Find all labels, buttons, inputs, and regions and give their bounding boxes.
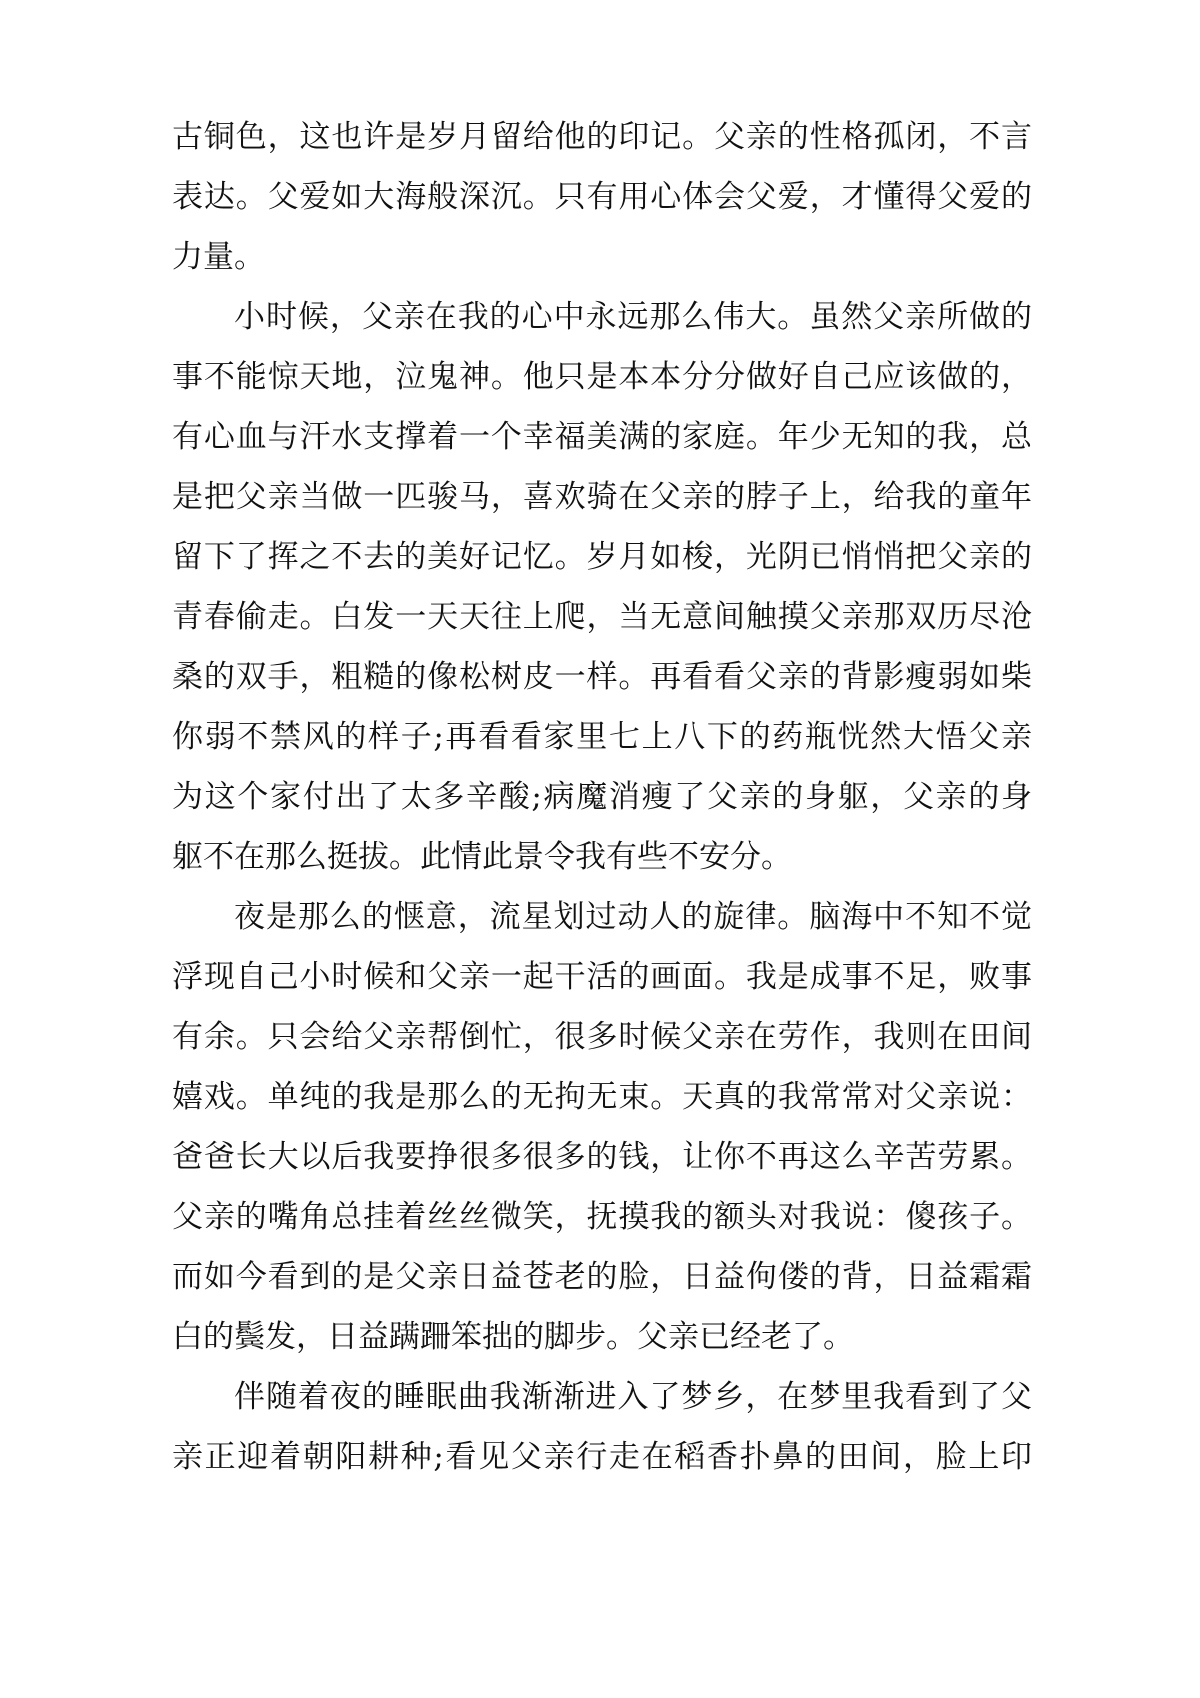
text-line: 亲正迎着朝阳耕种;看见父亲行走在稻香扑鼻的田间，脸上印 [172, 1439, 1032, 1475]
text-line: 力量。 [172, 239, 265, 275]
text-line: 嬉戏。单纯的我是那么的无拘无束。天真的我常常对父亲说： [172, 1079, 1032, 1115]
text-line: 事不能惊天地，泣鬼神。他只是本本分分做好自己应该做的， [172, 359, 1032, 395]
text-line: 青春偷走。白发一天天往上爬，当无意间触摸父亲那双历尽沧 [172, 599, 1032, 635]
text-line: 有心血与汗水支撑着一个幸福美满的家庭。年少无知的我，总 [172, 419, 1032, 455]
text-line: 白的鬓发，日益蹒跚笨拙的脚步。父亲已经老了。 [172, 1319, 854, 1355]
text-line: 躯不在那么挺拔。此情此景令我有些不安分。 [172, 839, 792, 875]
text-line: 而如今看到的是父亲日益苍老的脸，日益佝偻的背，日益霜霜 [172, 1259, 1032, 1295]
text-line: 留下了挥之不去的美好记忆。岁月如梭，光阴已悄悄把父亲的 [172, 539, 1032, 575]
text-line: 爸爸长大以后我要挣很多很多的钱，让你不再这么辛苦劳累。 [172, 1139, 1032, 1175]
paragraph-start-line: 小时候，父亲在我的心中永远那么伟大。虽然父亲所做的 [234, 299, 1032, 335]
text-line: 古铜色，这也许是岁月留给他的印记。父亲的性格孤闭，不言 [172, 119, 1032, 155]
text-line: 浮现自己小时候和父亲一起干活的画面。我是成事不足，败事 [172, 959, 1032, 995]
paragraph-start-line: 夜是那么的惬意，流星划过动人的旋律。脑海中不知不觉 [234, 899, 1032, 935]
text-line: 父亲的嘴角总挂着丝丝微笑，抚摸我的额头对我说：傻孩子。 [172, 1199, 1032, 1235]
text-line: 为这个家付出了太多辛酸;病魔消瘦了父亲的身躯，父亲的身 [172, 779, 1032, 815]
text-line: 有余。只会给父亲帮倒忙，很多时候父亲在劳作，我则在田间 [172, 1019, 1032, 1055]
text-line: 是把父亲当做一匹骏马，喜欢骑在父亲的脖子上，给我的童年 [172, 479, 1032, 515]
text-line: 你弱不禁风的样子;再看看家里七上八下的药瓶恍然大悟父亲 [172, 719, 1032, 755]
text-line: 桑的双手，粗糙的像松树皮一样。再看看父亲的背影瘦弱如柴 [172, 659, 1032, 695]
paragraph-start-line: 伴随着夜的睡眠曲我渐渐进入了梦乡，在梦里我看到了父 [234, 1379, 1032, 1415]
text-line: 表达。父爱如大海般深沉。只有用心体会父爱，才懂得父爱的 [172, 179, 1032, 215]
